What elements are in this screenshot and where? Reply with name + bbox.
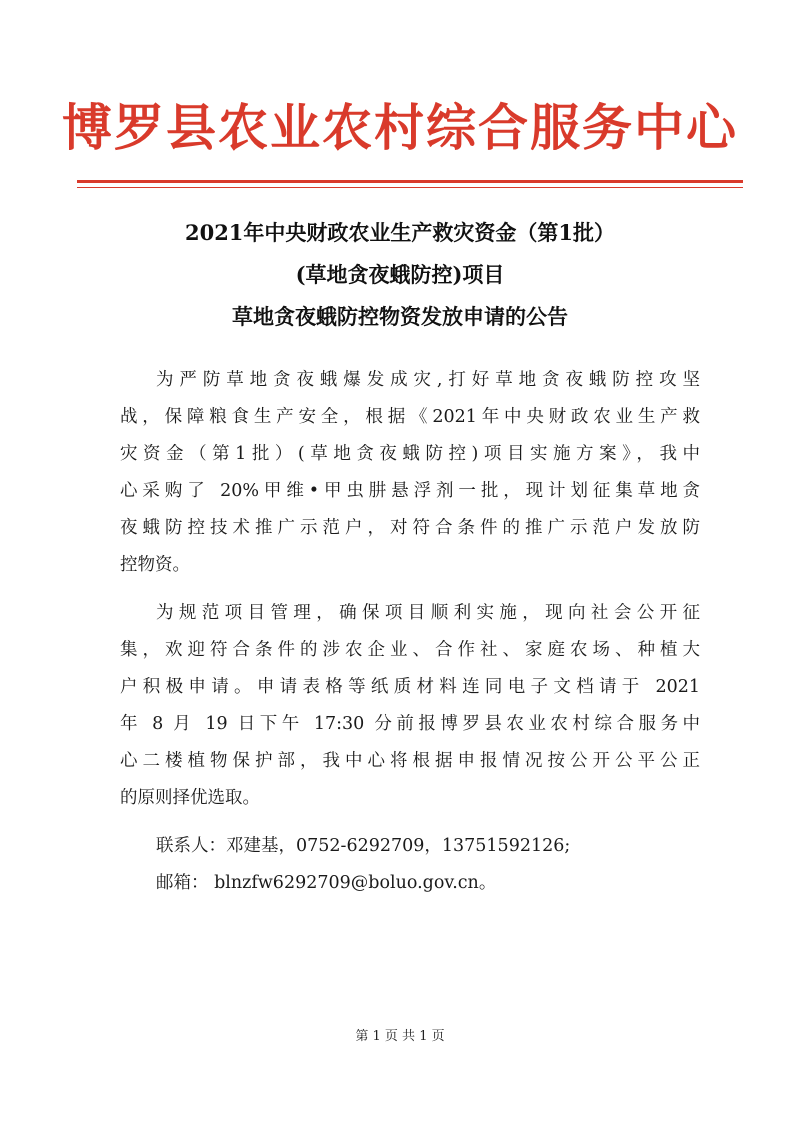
paragraph-line: 年 8 月 19 日下午 17:30 分前报博罗县农业农村综合服务中 xyxy=(120,714,700,734)
paragraph-line: 集，欢迎符合条件的涉农企业、合作社、家庭农场、种植大 xyxy=(120,640,700,660)
paragraph-line: 的原则择优选取。 xyxy=(120,788,260,808)
organization-header: 博罗县农业农村综合服务中心 xyxy=(62,98,738,157)
paragraph-line: 心二楼植物保护部，我中心将根据申报情况按公开公平公正 xyxy=(120,751,700,771)
contact-person: 联系人：邓建基，0752-6292709，13751592126; xyxy=(156,836,571,856)
paragraph-line: 灾资金（第1批）(草地贪夜蛾防控)项目实施方案》，我中 xyxy=(120,444,700,464)
header-rule-thin xyxy=(77,187,743,188)
title-line-2: (草地贪夜蛾防控)项目 xyxy=(295,262,505,287)
title-line-3: 草地贪夜蛾防控物资发放申请的公告 xyxy=(232,304,568,329)
page-number: 第 1 页 共 1 页 xyxy=(355,1029,445,1044)
paragraph-line: 控物资。 xyxy=(120,555,190,575)
paragraph-line: 夜蛾防控技术推广示范户，对符合条件的推广示范户发放防 xyxy=(120,518,700,538)
paragraph-line: 为严防草地贪夜蛾爆发成灾,打好草地贪夜蛾防控攻坚 xyxy=(156,370,700,390)
notice-body xyxy=(120,362,700,902)
contact-email: 邮箱： blnzfw6292709@boluo.gov.cn。 xyxy=(156,873,497,893)
paragraph-line: 战，保障粮食生产安全，根据《2021年中央财政农业生产救 xyxy=(120,407,700,427)
header-rule-thick xyxy=(77,180,743,183)
paragraph-line: 心采购了 20%甲维•甲虫肼悬浮剂一批，现计划征集草地贪 xyxy=(120,481,700,501)
notice-title xyxy=(60,212,740,338)
paragraph-line: 户积极申请。申请表格等纸质材料连同电子文档请于 2021 xyxy=(120,677,700,697)
paragraph-2 xyxy=(120,595,700,817)
title-line-1: 2021年中央财政农业生产救灾资金（第1批） xyxy=(184,220,616,245)
paragraph-line: 为规范项目管理，确保项目顺利实施，现向社会公开征 xyxy=(156,603,700,623)
paragraph-1 xyxy=(120,362,700,584)
